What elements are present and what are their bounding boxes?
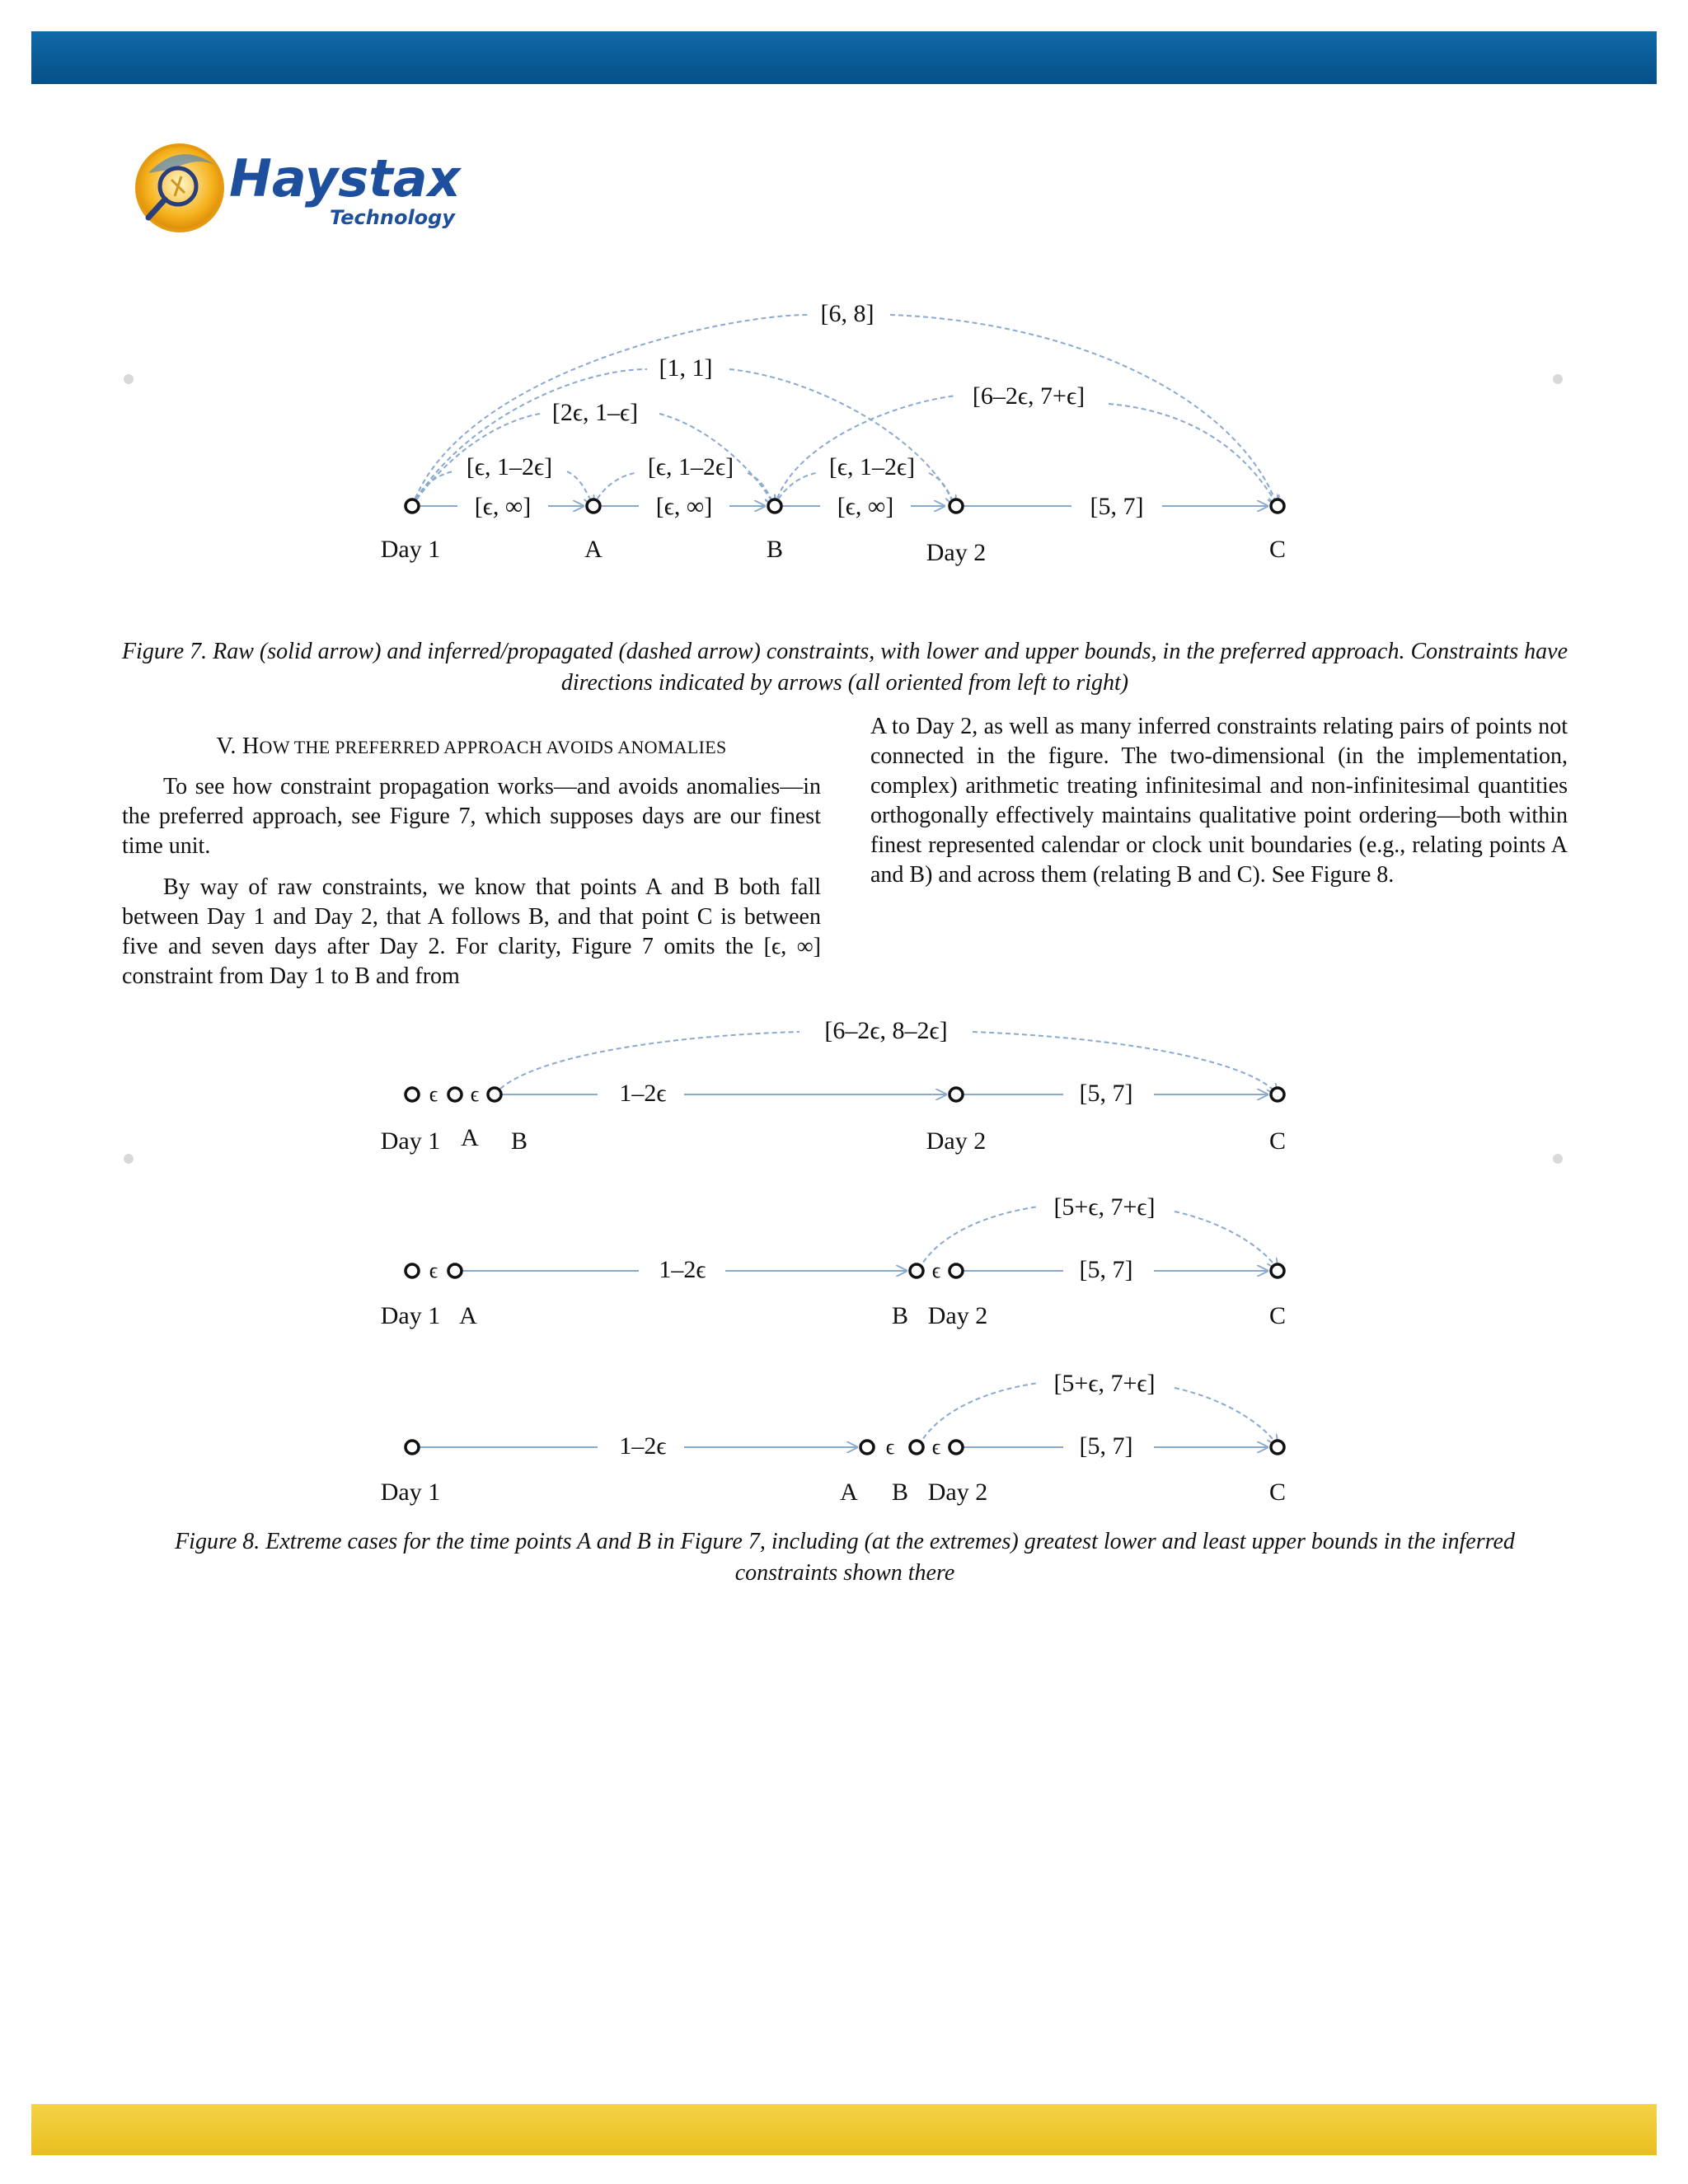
node-label-day1: Day 1 <box>380 536 441 563</box>
label-small-3: [ϵ, 1–2ϵ] <box>828 453 916 480</box>
paragraph: To see how constraint propagation works—and avoids anomalies—in the preferred approach, see Figure 7, which supposes days are our finest time unit. <box>122 774 821 859</box>
figure-8-row-1 <box>381 1017 1286 1155</box>
section-heading: V. HOW THE PREFERRED APPROACH AVOIDS ANOMALIES <box>216 733 727 759</box>
node-a <box>587 499 600 513</box>
paragraph: A to Day 2, as well as many inferred constraints relating pairs of points not connected in the figure. The two-dimensional (in the implementation, complex) arithmetic treating infinitesimal and non-infinitesimal quantities orthogonally effectively maintains qualitative point ordering—both within finest represented calendar or clock unit boundaries (e.g., relating points A and B) and across them (relating B and C). See Figure 8. <box>870 714 1568 888</box>
figure-label: ϵ <box>931 1435 941 1459</box>
figure-label: B <box>891 1302 909 1329</box>
figure-label: [5, 7] <box>1079 1256 1133 1283</box>
figure-label: Day 1 <box>380 1127 441 1155</box>
logo-brand-name: Haystax <box>229 148 461 209</box>
label-raw-1: [ϵ, ∞] <box>474 493 532 520</box>
figure-label: 1–2ϵ <box>619 1432 667 1460</box>
figure-8 <box>0 1005 1688 1516</box>
figure-label: [5, 7] <box>1079 1432 1133 1460</box>
figure-label: ϵ <box>931 1258 941 1282</box>
node-day1 <box>406 499 419 513</box>
label-raw-4: [5, 7] <box>1090 493 1144 520</box>
figure-label: ϵ <box>885 1435 895 1459</box>
label-6-2e: [6–2ϵ, 7+ϵ] <box>972 382 1085 410</box>
figure-7 <box>0 280 1688 577</box>
figure-label: Day 2 <box>927 1479 988 1506</box>
figure-7-caption: Figure 7. Raw (solid arrow) and inferred/propagated (dashed arrow) constraints, with lower and upper bounds, in the preferred approach. Constraints have directions indicated by arrows (all oriented from left to right) <box>121 639 1568 696</box>
label-1-1: [1, 1] <box>659 354 713 382</box>
figure-label: [5, 7] <box>1079 1080 1133 1107</box>
figure-label: A <box>461 1124 479 1151</box>
figure-label: C <box>1268 1479 1287 1506</box>
figure-label: 1–2ϵ <box>659 1256 706 1283</box>
label-small-2: [ϵ, 1–2ϵ] <box>647 453 734 480</box>
figure-label: C <box>1268 1302 1287 1329</box>
figure-label: Day 2 <box>926 1127 987 1155</box>
figure-8-caption: Figure 8. Extreme cases for the time points A and B in Figure 7, including (at the extremes) greatest lower and least upper bounds in the inferred constraints shown there <box>175 1529 1515 1586</box>
figure-8-row-3 <box>381 1370 1286 1506</box>
haystax-logo <box>132 140 478 239</box>
logo-brand-sub: Technology <box>330 206 455 229</box>
figure-label: C <box>1268 1127 1287 1155</box>
label-small-1: [ϵ, 1–2ϵ] <box>466 453 553 480</box>
figure-8-row-2 <box>381 1193 1286 1329</box>
figure-label: [5+ϵ, 7+ϵ] <box>1053 1193 1156 1221</box>
header-blue-bar <box>31 31 1657 84</box>
left-column <box>122 732 821 1003</box>
arc-1-1 <box>412 369 954 506</box>
figure-label: ϵ <box>429 1082 438 1106</box>
footer-yellow-bar <box>31 2104 1657 2155</box>
figure-label: ϵ <box>470 1082 480 1106</box>
figure-label: A <box>840 1479 858 1506</box>
node-day2 <box>950 499 963 513</box>
label-raw-3: [ϵ, ∞] <box>837 493 894 520</box>
right-column <box>870 712 1568 902</box>
figure-label: Day 2 <box>927 1302 988 1329</box>
node-c <box>1271 499 1284 513</box>
figure-label: B <box>891 1479 909 1506</box>
figure-label: Day 1 <box>380 1302 441 1329</box>
figure-label: [5+ϵ, 7+ϵ] <box>1053 1370 1156 1397</box>
figure-label: 1–2ϵ <box>619 1080 667 1107</box>
figure-label: B <box>510 1127 528 1155</box>
node-label-a: A <box>584 536 603 563</box>
figure-label: ϵ <box>429 1258 438 1282</box>
figure-label: A <box>459 1302 477 1329</box>
label-6-8: [6, 8] <box>820 300 874 327</box>
label-raw-2: [ϵ, ∞] <box>655 493 713 520</box>
figure-label: [6–2ϵ, 8–2ϵ] <box>824 1017 948 1044</box>
arc-6-2e <box>775 396 1278 506</box>
node-label-c: C <box>1268 536 1287 563</box>
node-b <box>768 499 781 513</box>
paragraph: By way of raw constraints, we know that points A and B both fall between Day 1 and Day 2, that A follows B, and that point C is between five and seven days after Day 2. For clarity, Figure 7 omits the [ϵ, ∞] constraint from Day 1 to B and from <box>122 874 821 989</box>
figure-label: Day 1 <box>380 1479 441 1506</box>
node-label-day2: Day 2 <box>926 539 987 566</box>
label-2e: [2ϵ, 1–ϵ] <box>551 399 639 426</box>
node-label-b: B <box>766 536 784 563</box>
